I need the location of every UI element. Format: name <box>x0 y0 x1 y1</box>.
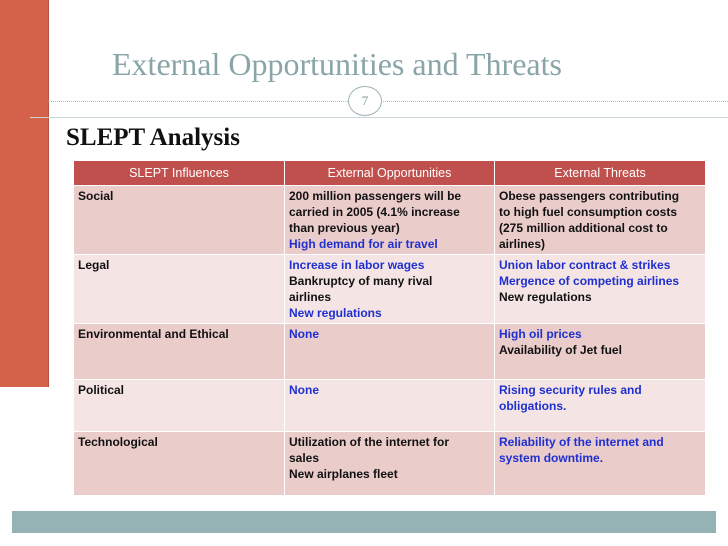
opportunity-cell <box>285 324 495 380</box>
influence-label: Political <box>78 383 125 397</box>
title-divider <box>48 101 728 102</box>
threat-line: obligations. <box>499 399 567 413</box>
threat-line: High oil prices <box>499 327 582 341</box>
opportunity-cell <box>285 380 495 432</box>
section-heading: SLEPT Analysis <box>66 124 240 151</box>
opportunity-line: Increase in labor wages <box>289 258 425 272</box>
threat-line: Union labor contract & strikes <box>499 258 671 272</box>
opportunity-line: None <box>289 383 319 397</box>
opportunity-line: New airplanes fleet <box>289 467 398 481</box>
opportunity-line: New regulations <box>289 306 382 320</box>
header-external-threats: External Threats <box>495 161 706 186</box>
influence-cell <box>74 380 285 432</box>
threat-cell <box>495 255 706 324</box>
opportunity-line: airlines <box>289 290 332 304</box>
influence-cell <box>74 324 285 380</box>
threat-line: Obese passengers contributing <box>499 189 680 203</box>
threat-line: (275 million additional cost to <box>499 221 668 235</box>
threat-line: New regulations <box>499 290 592 304</box>
side-accent-bar <box>0 0 49 387</box>
opportunity-line: than previous year) <box>289 221 400 235</box>
table-row <box>74 380 706 432</box>
opportunity-cell <box>285 186 495 255</box>
slept-table <box>73 160 706 496</box>
threat-cell <box>495 380 706 432</box>
table-row <box>74 324 706 380</box>
threat-line: Rising security rules and <box>499 383 642 397</box>
table-row <box>74 186 706 255</box>
page-number-badge: 7 <box>348 86 382 116</box>
threat-line: airlines) <box>499 237 546 251</box>
threat-line: Reliability of the internet and <box>499 435 664 449</box>
influence-cell <box>74 255 285 324</box>
opportunity-cell <box>285 432 495 496</box>
influence-cell <box>74 432 285 496</box>
threat-cell <box>495 324 706 380</box>
opportunity-line: Utilization of the internet for <box>289 435 449 449</box>
threat-cell <box>495 432 706 496</box>
footer-bar <box>12 511 716 533</box>
influence-label: Technological <box>78 435 158 449</box>
threat-line: to high fuel consumption costs <box>499 205 677 219</box>
opportunity-line: sales <box>289 451 320 465</box>
table-row <box>74 255 706 324</box>
threat-line: Mergence of competing airlines <box>499 274 680 288</box>
opportunity-line: Bankruptcy of many rival <box>289 274 433 288</box>
table-header-row <box>74 161 706 186</box>
threat-line: Availability of Jet fuel <box>499 343 622 357</box>
threat-line: system downtime. <box>499 451 604 465</box>
influence-label: Legal <box>78 258 110 272</box>
title-underline <box>30 117 728 118</box>
header-slept-influences: SLEPT Influences <box>74 161 285 186</box>
threat-cell <box>495 186 706 255</box>
opportunity-line: 200 million passengers will be <box>289 189 462 203</box>
table-row <box>74 432 706 496</box>
influence-label: Social <box>78 189 114 203</box>
opportunity-cell <box>285 255 495 324</box>
slide-title: External Opportunities and Threats <box>112 46 562 82</box>
opportunity-line: carried in 2005 (4.1% increase <box>289 205 460 219</box>
opportunity-line: High demand for air travel <box>289 237 438 251</box>
opportunity-line: None <box>289 327 319 341</box>
header-external-opportunities: External Opportunities <box>285 161 495 186</box>
influence-cell <box>74 186 285 255</box>
influence-label: Environmental and Ethical <box>78 327 229 341</box>
